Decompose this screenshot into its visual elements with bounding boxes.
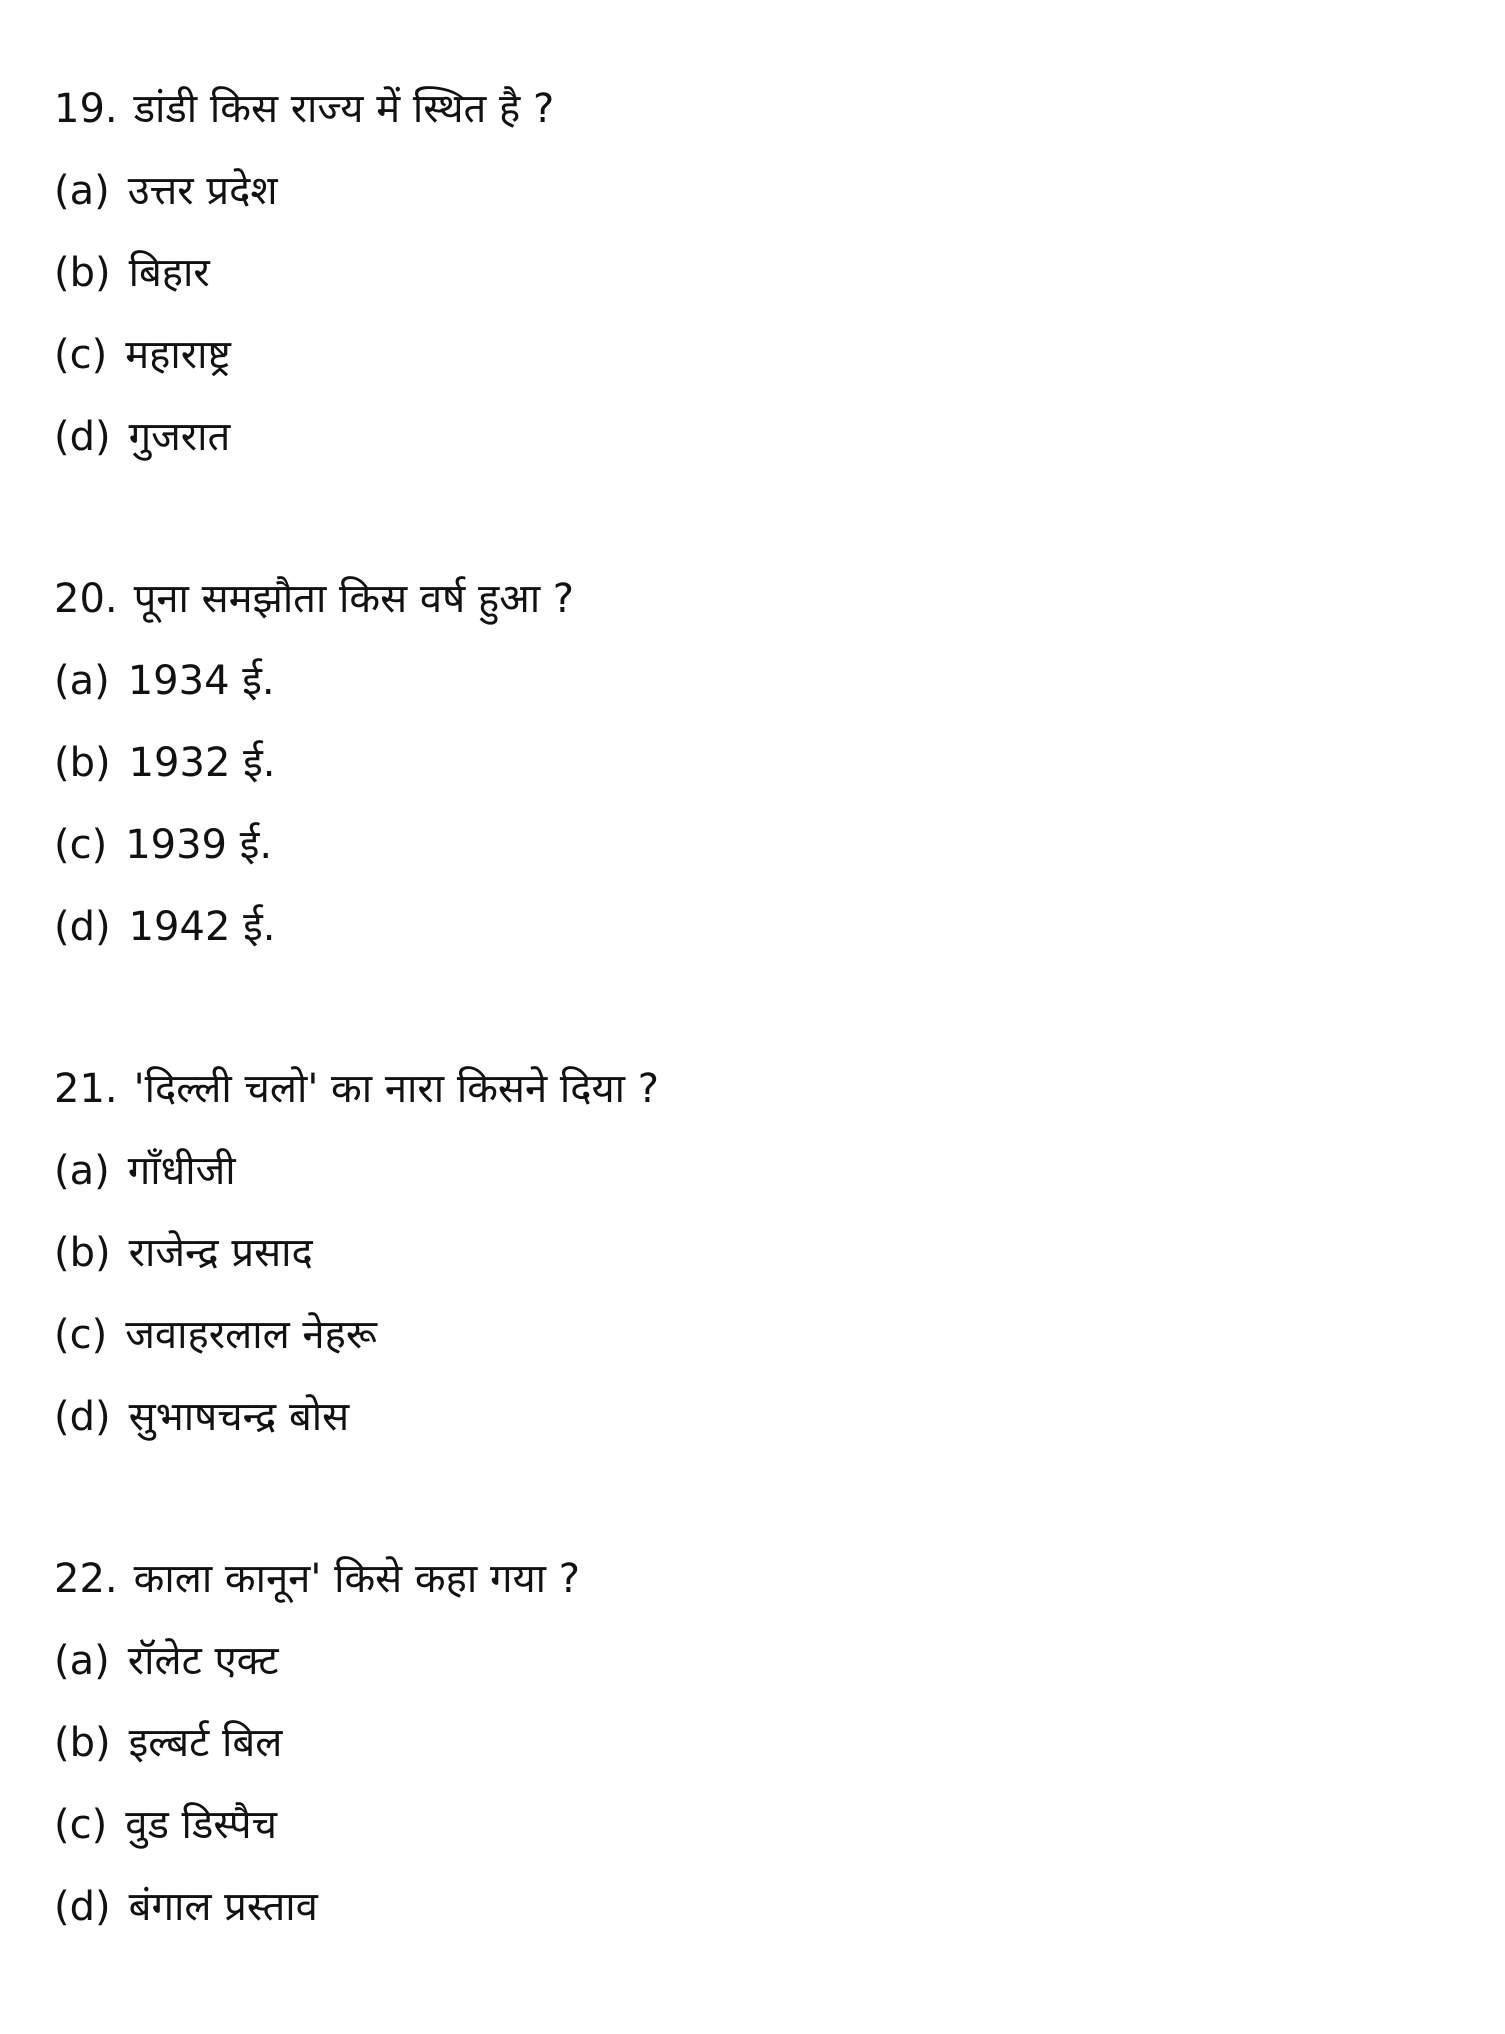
option-text: 1942 ई.	[128, 904, 276, 950]
option-text: इल्बर्ट बिल	[128, 1720, 283, 1766]
option-c	[54, 1294, 1505, 1376]
question-text: डांडी किस राज्य में स्थित है ?	[133, 86, 555, 132]
option-a	[54, 150, 1505, 232]
option-text: 1934 ई.	[127, 658, 275, 704]
question-19	[54, 68, 1505, 478]
question-number: 20.	[54, 576, 118, 622]
option-label: (b)	[54, 1230, 111, 1276]
option-label: (a)	[54, 168, 110, 214]
option-label: (a)	[54, 1148, 110, 1194]
option-label: (a)	[54, 658, 110, 704]
option-text: उत्तर प्रदेश	[127, 168, 278, 214]
option-text: रॉलेट एक्ट	[127, 1638, 279, 1684]
option-text: गाँधीजी	[127, 1148, 236, 1194]
question-21	[54, 1048, 1505, 1458]
option-label: (d)	[54, 1394, 111, 1440]
question-text: काला कानून' किसे कहा गया ?	[133, 1556, 580, 1602]
option-label: (c)	[54, 1802, 108, 1848]
option-text: सुभाषचन्द्र बोस	[128, 1394, 350, 1440]
option-label: (b)	[54, 1720, 111, 1766]
option-d	[54, 1376, 1505, 1458]
option-text: महाराष्ट्र	[125, 332, 231, 378]
question-number: 21.	[54, 1066, 118, 1112]
option-label: (b)	[54, 250, 111, 296]
option-c	[54, 314, 1505, 396]
option-d	[54, 886, 1505, 968]
option-label: (d)	[54, 904, 111, 950]
option-a	[54, 1130, 1505, 1212]
option-c	[54, 1784, 1505, 1866]
question-line	[54, 68, 1505, 150]
question-20	[54, 558, 1505, 968]
option-text: बिहार	[128, 250, 210, 296]
option-text: गुजरात	[128, 414, 231, 460]
question-text: 'दिल्ली चलो' का नारा किसने दिया ?	[133, 1066, 659, 1112]
option-text: वुड डिस्पैच	[125, 1802, 277, 1848]
option-label: (d)	[54, 414, 111, 460]
option-text: बंगाल प्रस्ताव	[128, 1884, 318, 1930]
question-22	[54, 1538, 1505, 1948]
option-b	[54, 1702, 1505, 1784]
question-number: 22.	[54, 1556, 118, 1602]
question-text: पूना समझौता किस वर्ष हुआ ?	[133, 576, 575, 622]
option-label: (c)	[54, 332, 108, 378]
question-line	[54, 1048, 1505, 1130]
option-label: (d)	[54, 1884, 111, 1930]
option-b	[54, 232, 1505, 314]
question-line	[54, 1538, 1505, 1620]
option-text: 1932 ई.	[128, 740, 276, 786]
option-b	[54, 1212, 1505, 1294]
option-b	[54, 722, 1505, 804]
option-d	[54, 396, 1505, 478]
option-text: जवाहरलाल नेहरू	[125, 1312, 377, 1358]
option-label: (a)	[54, 1638, 110, 1684]
question-line	[54, 558, 1505, 640]
option-c	[54, 804, 1505, 886]
option-d	[54, 1866, 1505, 1948]
option-label: (c)	[54, 822, 108, 868]
option-label: (c)	[54, 1312, 108, 1358]
question-number: 19.	[54, 86, 118, 132]
option-a	[54, 1620, 1505, 1702]
option-label: (b)	[54, 740, 111, 786]
option-a	[54, 640, 1505, 722]
option-text: 1939 ई.	[125, 822, 273, 868]
option-text: राजेन्द्र प्रसाद	[128, 1230, 313, 1276]
